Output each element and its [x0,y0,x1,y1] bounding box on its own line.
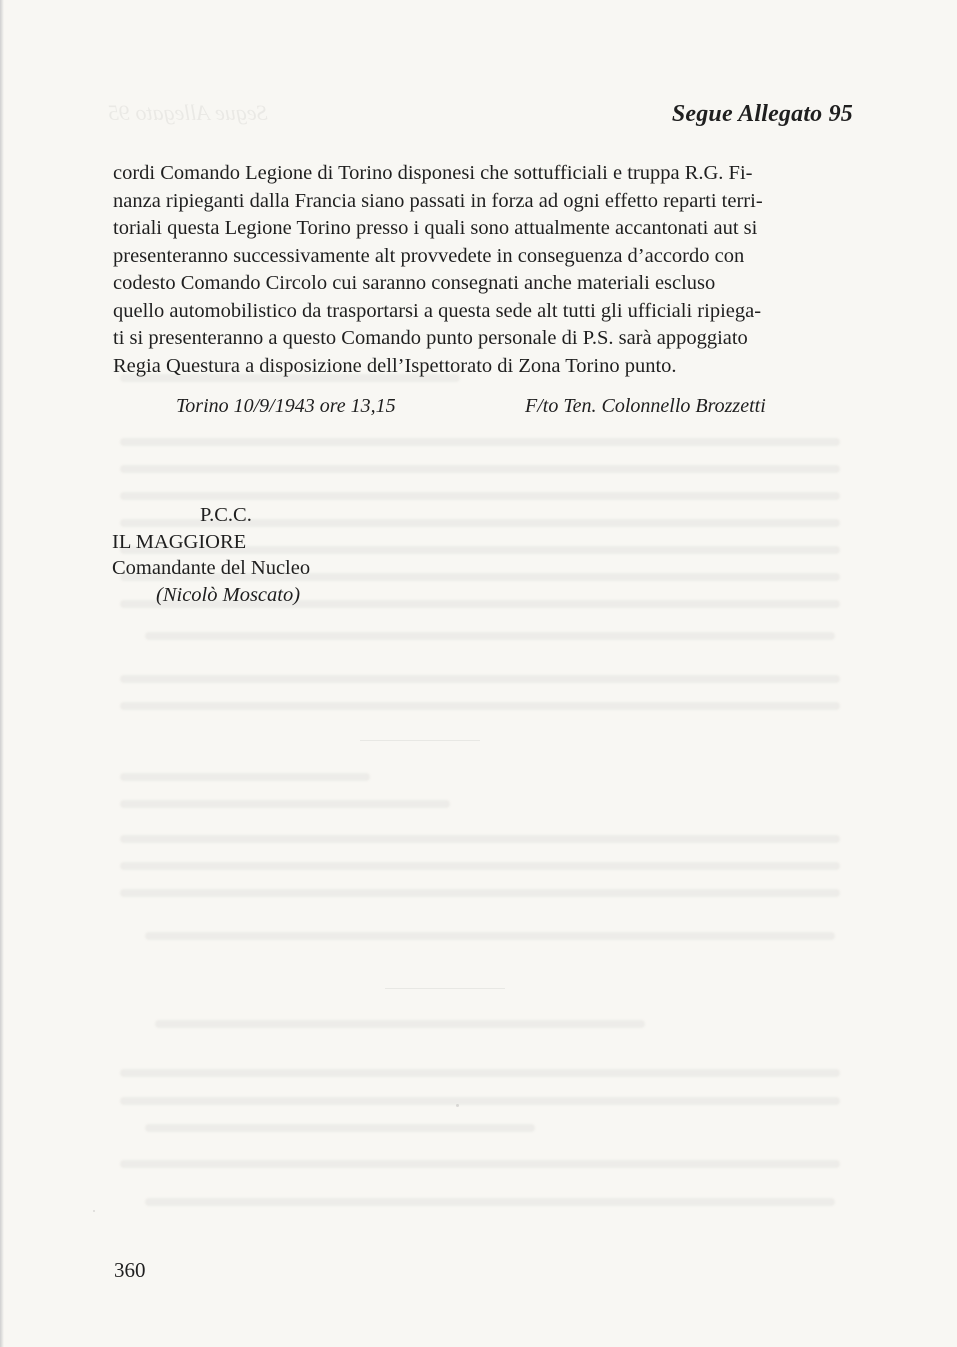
bleed-through-rule [385,988,505,989]
body-line: Regia Questura a disposizione dell’Ispettorato di Zona Torino punto. [113,354,677,377]
bleed-through-line [155,1020,645,1028]
bleed-through-line [120,773,370,781]
bleed-through-line [145,1198,835,1206]
bleed-through-line [120,1160,840,1168]
bleed-through-line [120,862,840,870]
pcc-label: P.C.C. [200,504,252,526]
page-number: 360 [114,1258,146,1282]
ink-speck [93,1210,95,1212]
place-date-time: Torino 10/9/1943 ore 13,15 [176,395,396,417]
page-edge-shadow [0,0,4,1347]
bleed-through-line [145,632,835,640]
body-line: presenteranno successivamente alt provvedete in conseguenza d’accordo con [113,244,745,267]
bleed-through-line [145,1124,535,1132]
bleed-through-line [120,835,840,843]
bleed-through-line [120,438,840,446]
bleed-through-rule [360,740,480,741]
bleed-through-line [120,800,450,808]
bleed-through-line [120,492,840,500]
signature-rank: IL MAGGIORE [112,531,247,553]
signature-name: (Nicolò Moscato) [156,584,301,606]
ink-speck [456,1104,459,1107]
body-line: toriali questa Legione Torino presso i quali sono attualmente accantonati aut si [113,217,758,239]
body-paragraph [113,160,853,380]
bleed-through-line [120,1097,840,1105]
body-line: quello automobilistico da trasportarsi a questa sede alt tutti gli ufficiali ripiega- [113,299,762,322]
body-line: nanza ripieganti dalla Francia siano passati in forza ad ogni effetto reparti terri- [113,189,763,212]
body-line: ti si presenteranno a questo Comando punto personale di P.S. sarà appoggiato [113,327,748,349]
bleed-through-line [145,932,835,940]
bleed-through-line [120,465,840,473]
signatory: F/to Ten. Colonnello Brozzetti [525,395,766,417]
body-line: codesto Comando Circolo cui saranno consegnati anche materiali escluso [113,272,716,294]
bleed-through-line [120,702,840,710]
bleed-through-line [120,889,840,897]
signature-role: Comandante del Nucleo [112,557,311,579]
body-line: cordi Comando Legione di Torino disponesi che sottufficiali e truppa R.G. Fi- [113,162,753,184]
page-header: Segue Allegato 95 [671,101,853,127]
bleed-through-line [120,675,840,683]
bleed-through-header: Segue Allegato 95 [108,100,268,125]
bleed-through-line [120,1069,840,1077]
